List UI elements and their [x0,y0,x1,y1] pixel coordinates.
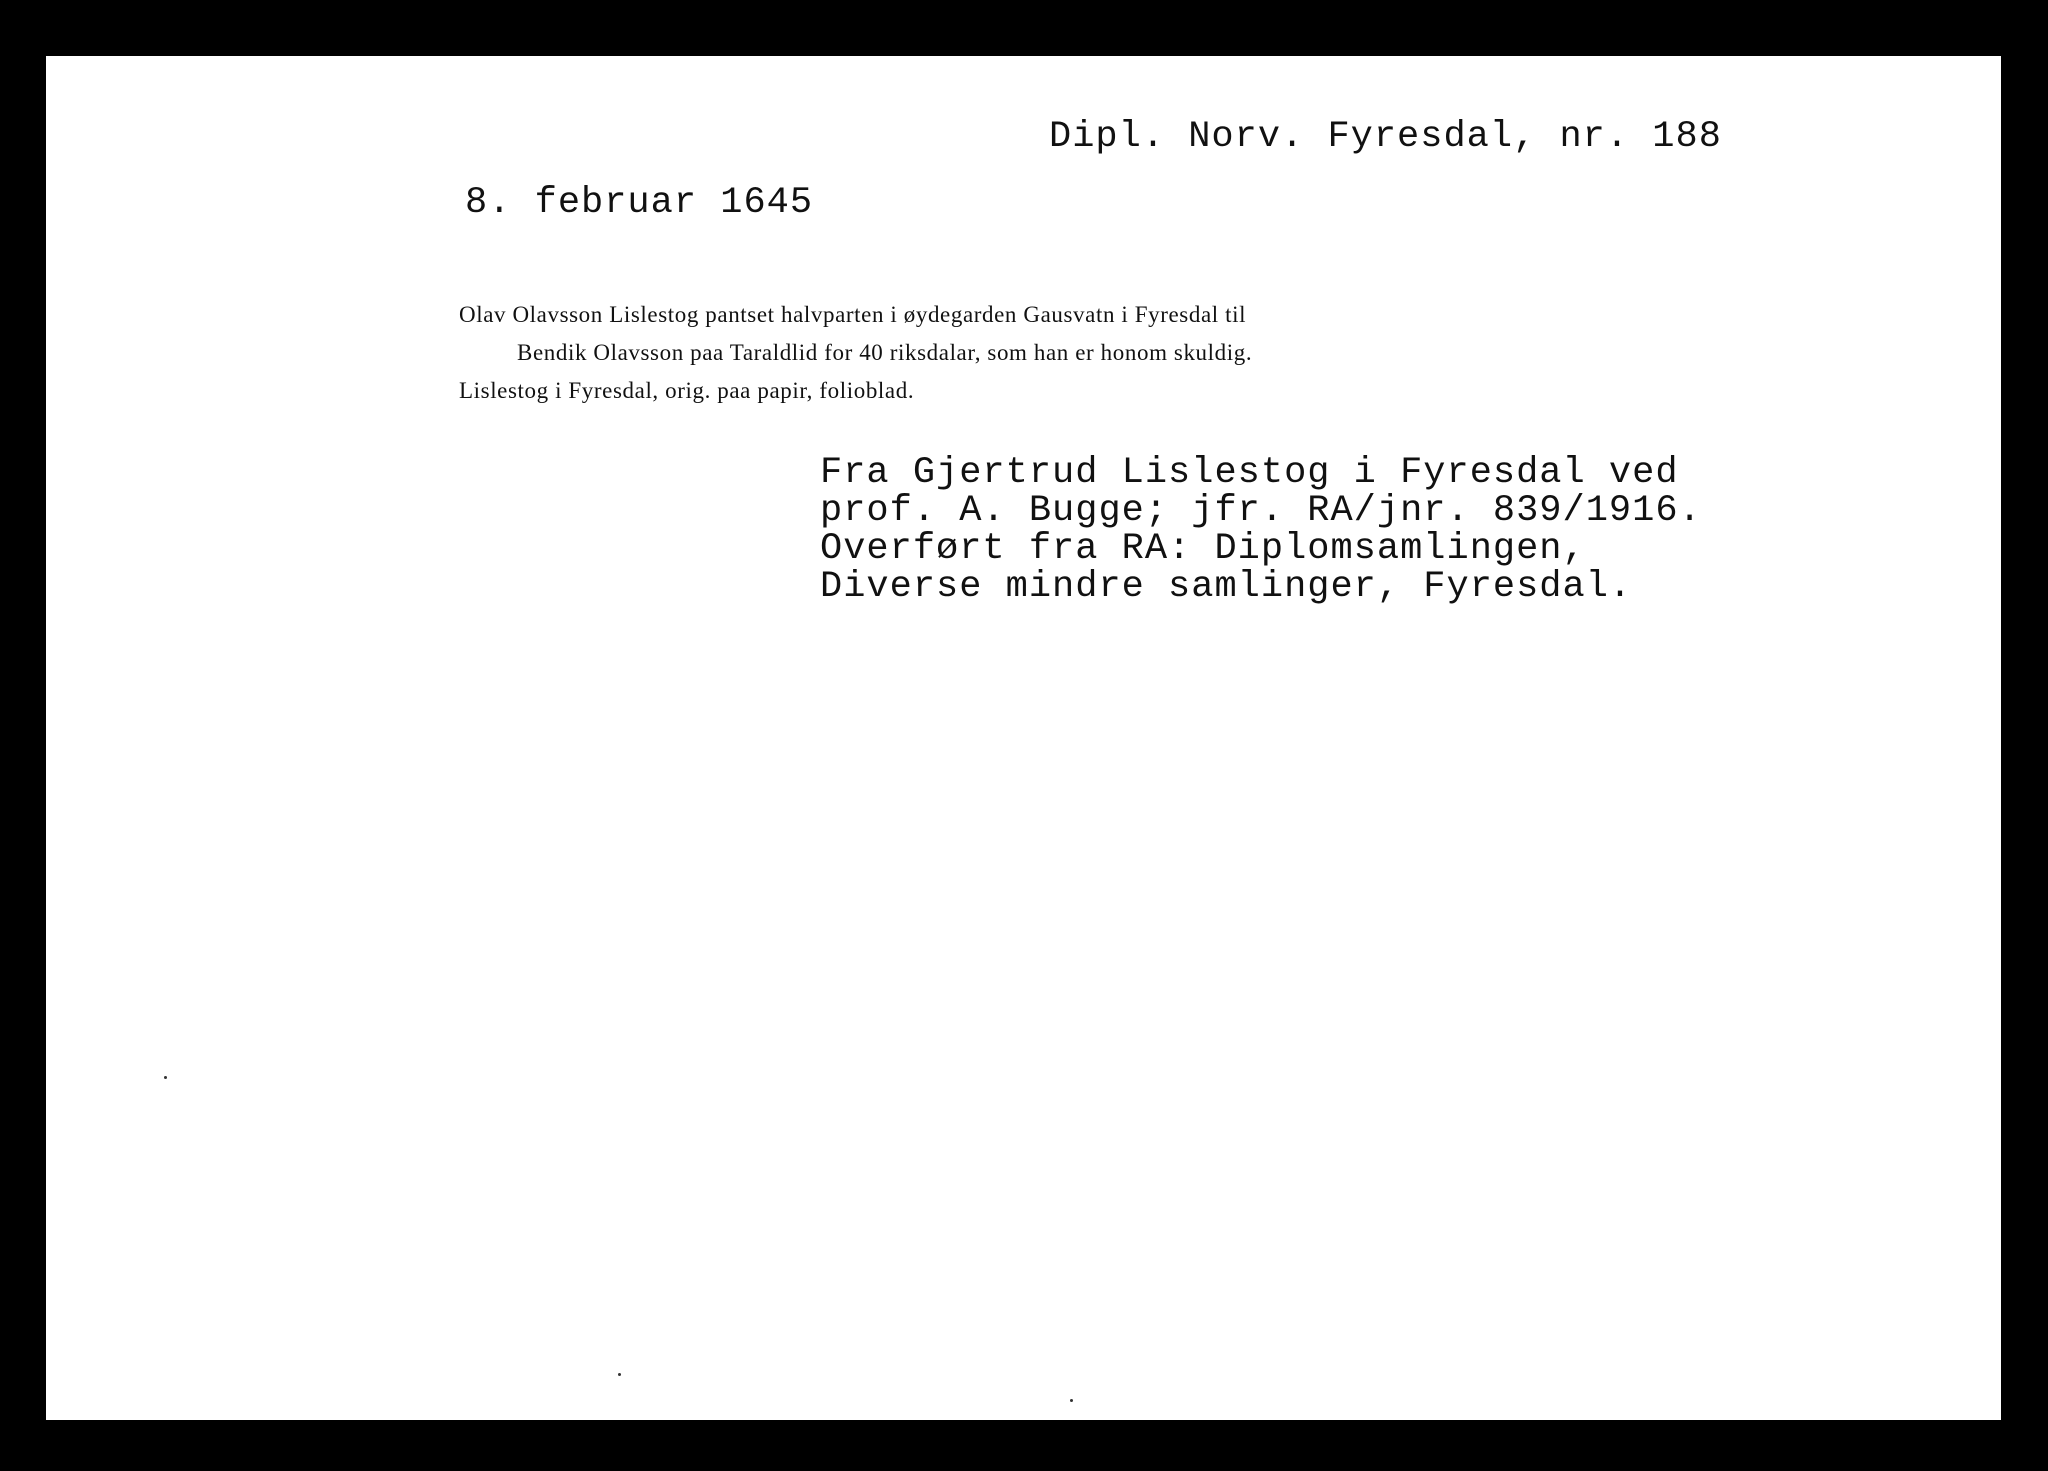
diploma-reference: Dipl. Norv. Fyresdal, nr. 188 [1049,116,1722,158]
provenance-note [820,454,1702,606]
summary-line: Lislestog i Fyresdal, orig. paa papir, folioblad. [459,378,915,403]
paper-speck [618,1373,621,1376]
summary-line: Olav Olavsson Lislestog pantset halvparten i øydegarden Gausvatn i Fyresdal til [459,302,1247,327]
paper-speck [164,1076,167,1079]
archive-card [46,56,2001,1420]
provenance-line: Overført fra RA: Diplomsamlingen, [820,528,1586,570]
paper-speck [1070,1399,1073,1402]
provenance-line: Diverse mindre samlinger, Fyresdal. [820,566,1633,608]
provenance-line: Fra Gjertrud Lislestog i Fyresdal ved [820,452,1679,494]
summary-line: Bendik Olavsson paa Taraldlid for 40 riksdalar, som han er honom skuldig. [517,340,1253,365]
provenance-line: prof. A. Bugge; jfr. RA/jnr. 839/1916. [820,490,1702,532]
document-date: 8. februar 1645 [465,182,814,224]
document-summary [459,296,1252,410]
